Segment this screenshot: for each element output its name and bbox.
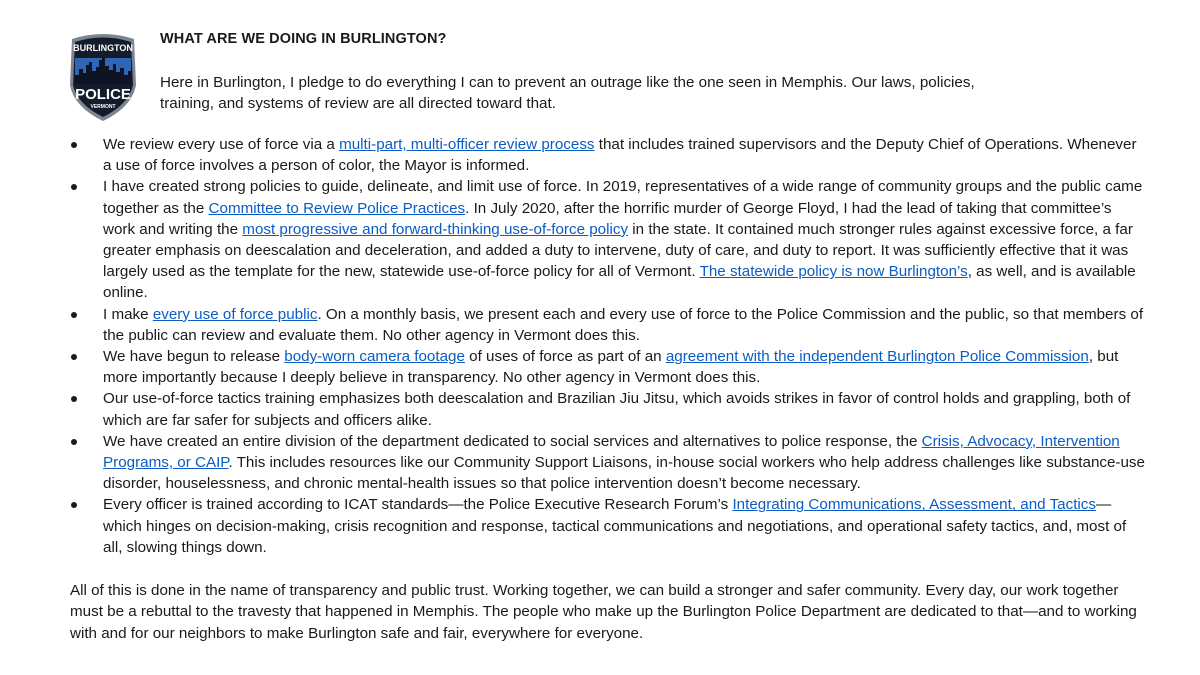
icat-link[interactable]: Integrating Communications, Assessment, and Tactics bbox=[732, 496, 1096, 514]
body-camera-footage-link[interactable]: body-worn camera footage bbox=[284, 348, 465, 366]
badge-bottom-text: VERMONT bbox=[90, 104, 116, 110]
list-item bbox=[66, 346, 1146, 388]
bullet-text: —which hinges on decision-making, crisis recognition and response, tactical communications and negotiations, and operational safety tactics, and, most of all, slowing things down. bbox=[103, 496, 1127, 556]
bullet-text: . On a monthly basis, we present each and every use of force to the Police Commission and the public, so that members of the public can review and evaluate them. No other agency in Vermont does this. bbox=[103, 305, 1144, 344]
police-commission-agreement-link[interactable]: agreement with the independent Burlington Police Commission bbox=[665, 348, 1089, 366]
caip-link[interactable]: Crisis, Advocacy, Intervention Programs, or CAIP bbox=[103, 432, 1120, 472]
bullet-text: We have begun to release bbox=[103, 348, 285, 366]
bullet-text: , but more importantly because I deeply believe in transparency. No other agency in Vermont does this. bbox=[103, 348, 1119, 387]
review-process-link[interactable]: multi-part, multi-officer review process bbox=[339, 136, 595, 153]
list-item bbox=[66, 304, 1146, 346]
bullet-text: Our use-of-force tactics training emphasizes both deescalation and Brazilian Jiu Jitsu, which avoids strikes in favor of control holds and grappling, both of which are far safer for subjects and officers alike. bbox=[103, 390, 1131, 429]
list-item bbox=[66, 494, 1146, 558]
burlington-police-badge-logo bbox=[66, 31, 140, 123]
list-item bbox=[66, 431, 1146, 495]
badge-main-text: POLICE bbox=[75, 86, 131, 103]
bullet-list bbox=[66, 134, 1146, 558]
bullet-text: We review every use of force via a bbox=[103, 136, 340, 153]
badge-top-text: BURLINGTON bbox=[73, 43, 133, 53]
bullet-text: I have created strong policies to guide, delineate, and limit use of force. In 2019, representatives of a wide range of community groups and the public came together as the bbox=[103, 178, 1143, 217]
use-of-force-public-link[interactable]: every use of force public bbox=[152, 305, 318, 323]
page-heading: WHAT ARE WE DOING IN BURLINGTON? bbox=[160, 31, 447, 47]
bullet-text: Every officer is trained according to ICAT standards—the Police Executive Research Forum’s bbox=[103, 496, 733, 514]
use-of-force-policy-link[interactable]: most progressive and forward-thinking use-of-force policy bbox=[242, 220, 629, 238]
bullet-text: We have created an entire division of the department dedicated to social services and alternatives to police response, the bbox=[103, 432, 922, 450]
intro-paragraph: Here in Burlington, I pledge to do everything I can to prevent an outrage like the one seen in Memphis. Our laws, policies, training, and systems of review are all directed toward that. bbox=[160, 74, 975, 112]
list-item bbox=[66, 134, 1146, 176]
committee-link[interactable]: Committee to Review Police Practices bbox=[208, 199, 466, 217]
bullet-text: in the state. It contained much stronger rules against excessive force, a far greater emphasis on deescalation and deceleration, and added a duty to intervene, duty of care, and duty to report. It was sufficiently effective that it was largely used as the template for the new, statewide use-of-force policy for all of Vermont. bbox=[103, 220, 1133, 281]
closing-paragraph: All of this is done in the name of transparency and public trust. Working together, we can build a stronger and safer community. Every day, our work together must be a rebuttal to the travesty that happened in Memphis. The people who make up the Burlington Police Department are dedicated to that—and to working with and for our neighbors to make Burlington safe and fair, everywhere for everyone. bbox=[70, 582, 1137, 642]
bullet-text: that includes trained supervisors and the Deputy Chief of Operations. Whenever a use of force involves a person of color, the Mayor is informed. bbox=[103, 136, 1137, 175]
list-item bbox=[66, 388, 1146, 430]
bullet-text: of uses of force as part of an bbox=[464, 348, 666, 366]
list-item bbox=[66, 176, 1146, 303]
bullet-text: I make bbox=[103, 305, 153, 323]
bullet-text: . In July 2020, after the horrific murder of George Floyd, I had the lead of taking that committee’s work and writing the bbox=[103, 199, 1112, 238]
statewide-policy-link[interactable]: The statewide policy is now Burlington’s bbox=[699, 263, 968, 281]
bullet-text: . This includes resources like our Community Support Liaisons, in-house social workers who help address challenges like substance-use disorder, houselessness, and chronic mental-health issues so that police intervention doesn’t become necessary. bbox=[103, 454, 1145, 493]
bullet-text: , as well, and is available online. bbox=[103, 263, 1136, 302]
